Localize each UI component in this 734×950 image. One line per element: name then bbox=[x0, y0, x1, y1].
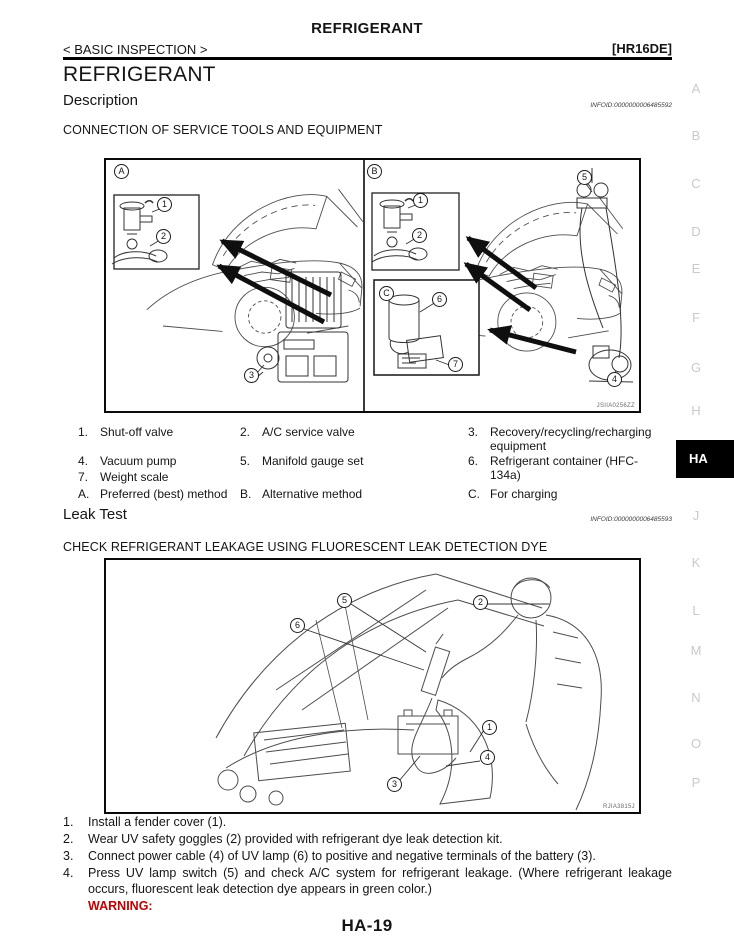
subheading-connection: CONNECTION OF SERVICE TOOLS AND EQUIPMENT bbox=[63, 123, 383, 137]
legend-num: 7. bbox=[78, 470, 89, 484]
legend-num: 4. bbox=[78, 454, 89, 468]
legend-num: 6. bbox=[468, 454, 479, 468]
legend-num: B. bbox=[240, 487, 252, 501]
callout-6: 6 bbox=[432, 292, 447, 307]
running-title: REFRIGERANT bbox=[311, 20, 423, 37]
legend-text: Shut-off valve bbox=[100, 425, 174, 439]
callout-4: 4 bbox=[607, 372, 622, 387]
callout-7: 7 bbox=[448, 357, 463, 372]
legend-text: Alternative method bbox=[262, 487, 363, 501]
breadcrumb: < BASIC INSPECTION > bbox=[63, 42, 208, 57]
legend-text: Preferred (best) method bbox=[100, 487, 228, 501]
callout-2: 2 bbox=[156, 229, 171, 244]
step-text: Wear UV safety goggles (2) provided with refrigerant dye leak detection kit. bbox=[88, 832, 503, 846]
legend-text: Refrigerant container (HFC-134a) bbox=[490, 454, 639, 482]
legend-num: 5. bbox=[240, 454, 251, 468]
engine-code: [HR16DE] bbox=[612, 41, 672, 56]
step-num: 4. bbox=[63, 866, 74, 880]
callout-3: 3 bbox=[387, 777, 402, 792]
legend-num: C. bbox=[468, 487, 480, 501]
side-index-p: P bbox=[691, 775, 701, 790]
page-number: HA-19 bbox=[341, 916, 393, 935]
legend-num: A. bbox=[78, 487, 90, 501]
warning-label: WARNING: bbox=[88, 899, 153, 913]
side-index-g: G bbox=[690, 360, 702, 375]
legend-text: For charging bbox=[490, 487, 558, 501]
side-index-m: M bbox=[690, 643, 702, 658]
subheading-leak-check: CHECK REFRIGERANT LEAKAGE USING FLUORESCENT LEAK DETECTION DYE bbox=[63, 540, 548, 554]
figure-legend bbox=[63, 426, 663, 504]
side-index-n: N bbox=[691, 690, 701, 705]
figure-code: JSIIA0256ZZ bbox=[596, 403, 635, 409]
infoid-description: INFOID:0000000006485592 bbox=[590, 102, 672, 109]
legend-num: 3. bbox=[468, 425, 479, 439]
legend-text: Vacuum pump bbox=[100, 454, 177, 468]
callout-1: 1 bbox=[157, 197, 172, 212]
callout-5: 5 bbox=[577, 170, 592, 185]
side-index-l: L bbox=[692, 603, 700, 618]
step-text: Connect power cable (4) of UV lamp (6) to positive and negative terminals of the battery (3). bbox=[88, 849, 596, 863]
leak-test-illustration bbox=[106, 560, 639, 812]
legend-text: Recovery/recycling/recharging equipment bbox=[490, 425, 652, 453]
panel-label-b: B bbox=[367, 164, 382, 179]
side-index-h: H bbox=[691, 403, 701, 418]
legend-text: Manifold gauge set bbox=[262, 454, 364, 468]
step-num: 1. bbox=[63, 815, 74, 829]
callout-5: 5 bbox=[337, 593, 352, 608]
header-rule bbox=[63, 57, 672, 60]
panel-label-a: A bbox=[114, 164, 129, 179]
side-index-o: O bbox=[690, 736, 702, 751]
side-index-e: E bbox=[691, 261, 701, 276]
callout-1b: 1 bbox=[413, 193, 428, 208]
figure-code: RJIA3815J bbox=[602, 804, 635, 810]
step-num: 3. bbox=[63, 849, 74, 863]
legend-text: Weight scale bbox=[100, 470, 169, 484]
step-text: Press UV lamp switch (5) and check A/C system for refrigerant leakage. (Where refrigerant leakage occurs, fluorescent leak detection dye appears in green color.) bbox=[88, 866, 672, 896]
side-index-b: B bbox=[691, 128, 701, 143]
callout-1: 1 bbox=[482, 720, 497, 735]
callout-3: 3 bbox=[244, 368, 259, 383]
callout-2b: 2 bbox=[412, 228, 427, 243]
side-index-a: A bbox=[691, 81, 701, 96]
callout-6: 6 bbox=[290, 618, 305, 633]
section-heading-leak-test: Leak Test bbox=[63, 506, 127, 523]
legend-num: 2. bbox=[240, 425, 251, 439]
side-index-ha-tab: HA bbox=[676, 440, 734, 478]
callout-2: 2 bbox=[473, 595, 488, 610]
side-index-d: D bbox=[691, 224, 701, 239]
service-tools-illustration bbox=[106, 160, 639, 411]
callout-4: 4 bbox=[480, 750, 495, 765]
side-index-c: C bbox=[691, 176, 701, 191]
panel-label-c: C bbox=[379, 286, 394, 301]
legend-text: A/C service valve bbox=[262, 425, 355, 439]
page-title: REFRIGERANT bbox=[63, 63, 216, 86]
section-heading-description: Description bbox=[63, 92, 139, 109]
step-num: 2. bbox=[63, 832, 74, 846]
step-text: Install a fender cover (1). bbox=[88, 815, 227, 829]
figure-leak-test bbox=[104, 558, 641, 814]
infoid-leak-test: INFOID:0000000006485593 bbox=[590, 516, 672, 523]
figure-service-tools bbox=[104, 158, 641, 413]
side-index-j: J bbox=[692, 508, 700, 523]
legend-num: 1. bbox=[78, 425, 89, 439]
side-index-k: K bbox=[691, 555, 701, 570]
side-index-f: F bbox=[692, 310, 700, 325]
procedure-steps bbox=[63, 814, 672, 918]
